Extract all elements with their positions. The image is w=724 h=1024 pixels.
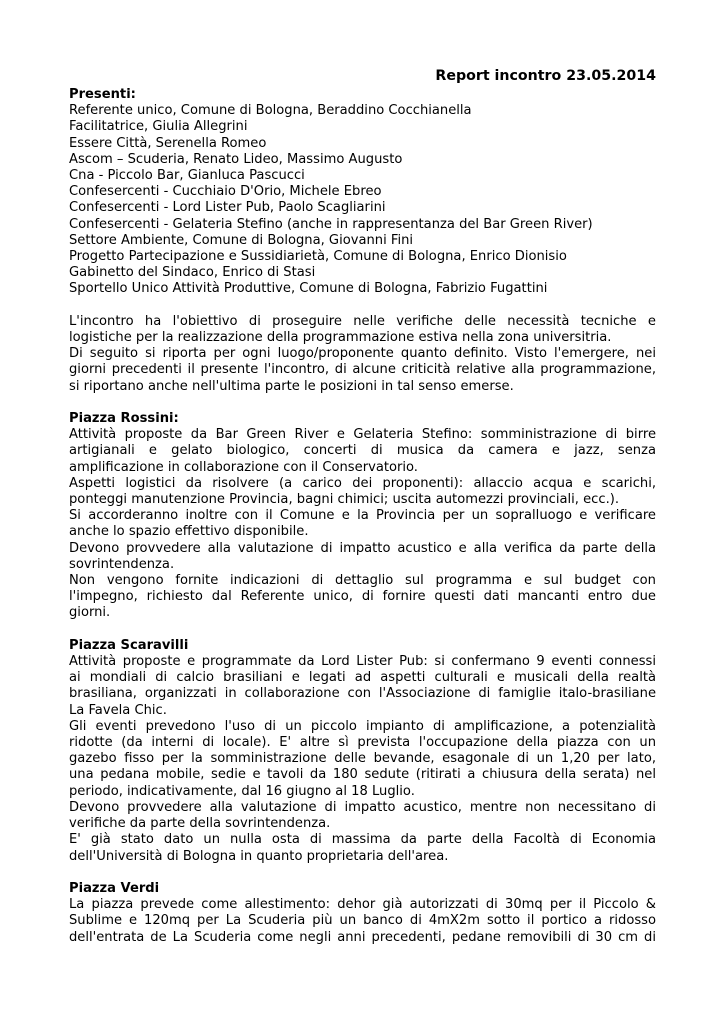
paragraph-line: verifiche da parte della sovrintendenza.	[69, 816, 331, 832]
attendee-item: Confesercenti - Cucchiaio D'Orio, Michele Ebreo	[69, 184, 382, 200]
attendee-item: Ascom – Scuderia, Renato Lideo, Massimo Augusto	[69, 151, 403, 167]
spacer	[69, 395, 656, 411]
paragraph-line: ridotte (da interni di locale). E' altre sì prevista l'occupazione della piazza con un	[69, 735, 656, 751]
paragraph-line: una pedana mobile, sedie e tavoli da 180 sedute (ritirati a chiusura della serata) nel	[69, 767, 656, 783]
attendee-item: Confesercenti - Gelateria Stefino (anche in rappresentanza del Bar Green River)	[69, 216, 593, 232]
paragraph-line: La Favela Chic.	[69, 702, 167, 718]
paragraph-line: anche lo spazio effettivo disponibile.	[69, 524, 309, 540]
paragraph-line: brasiliana, organizzati in collaborazione con l'Associazione di famiglie italo-brasiliane	[69, 686, 656, 702]
paragraph	[69, 573, 656, 622]
paragraph-line: ai mondiali di calcio brasiliani e legati ad aspetti culturali e musicali della realtà	[69, 670, 656, 686]
paragraph-line: giorni precedenti il presente l'incontro, di alcune criticità relative alla programmazione,	[69, 362, 656, 378]
paragraph-line: periodo, indicativamente, dal 16 giugno al 18 Luglio.	[69, 783, 415, 799]
paragraph-line: Di seguito si riporta per ogni luogo/proponente quanto definito. Visto l'emergere, nei	[69, 346, 656, 362]
paragraph	[69, 508, 656, 540]
section-heading: Piazza Rossini:	[69, 411, 179, 427]
paragraph	[69, 897, 656, 946]
paragraph-line: gazebo fisso per la somministrazione delle bevande, esagonale di un 1,20 per lato,	[69, 751, 656, 767]
paragraph-line: amplificazione in collaborazione con il Conservatorio.	[69, 459, 418, 475]
paragraph	[69, 541, 656, 573]
paragraph-line: Sublime e 120mq per La Scuderia più un banco di 4mX2m sotto il portico a ridosso	[69, 913, 656, 929]
attendee-item: Facilitatrice, Giulia Allegrini	[69, 119, 248, 135]
paragraph	[69, 832, 656, 864]
attendee-list	[69, 103, 656, 297]
paragraph-line: Non vengono fornite indicazioni di dettaglio sul programma e sul budget con	[69, 573, 656, 589]
paragraph-line: Devono provvedere alla valutazione di impatto acustico, mentre non necessitano di	[69, 799, 656, 815]
spacer	[69, 865, 656, 881]
spacer	[69, 622, 656, 638]
paragraph	[69, 314, 656, 346]
intro-section	[69, 314, 656, 395]
paragraph-line: L'incontro ha l'obiettivo di proseguire nelle verifiche delle necessità tecniche e	[69, 313, 656, 329]
paragraph-line: dell'Università di Bologna in quanto proprietaria dell'area.	[69, 848, 449, 864]
attendee-item: Essere Città, Serenella Romeo	[69, 135, 267, 151]
paragraph-line: si riportano anche nell'ultima parte le posizioni in tal senso emerse.	[69, 378, 514, 394]
paragraph-line: artigianali e gelato biologico, concerti di musica da camera e jazz, senza	[69, 443, 656, 459]
paragraph	[69, 800, 656, 832]
attendee-item: Progetto Partecipazione e Sussidiarietà, Comune di Bologna, Enrico Dionisio	[69, 249, 567, 265]
section-heading: Piazza Verdi	[69, 880, 160, 896]
paragraph-line: La piazza prevede come allestimento: dehor già autorizzati di 30mq per il Piccolo &	[69, 897, 656, 913]
attendee-item: Gabinetto del Sindaco, Enrico di Stasi	[69, 265, 316, 281]
paragraph-line: logistiche per la realizzazione della programmazione estiva nella zona universitria.	[69, 330, 612, 346]
attendee-item: Cna - Piccolo Bar, Gianluca Pascucci	[69, 168, 305, 184]
paragraph-line: dell'entrata de La Scuderia come negli anni precedenti, pedane removibili di 30 cm di	[69, 929, 656, 945]
attendee-item: Referente unico, Comune di Bologna, Beraddino Cocchianella	[69, 103, 472, 119]
attendee-item: Confesercenti - Lord Lister Pub, Paolo Scagliarini	[69, 200, 386, 216]
spacer	[69, 298, 656, 314]
paragraph-line: l'impegno, richiesto dal Referente unico, di fornire questi dati mancanti entro due	[69, 589, 656, 605]
paragraph-line: E' già stato dato un nulla osta di massima da parte della Facoltà di Economia	[69, 832, 656, 848]
sections-container	[69, 395, 656, 946]
paragraph	[69, 476, 656, 508]
presenti-heading: Presenti:	[69, 87, 136, 102]
paragraph-line: Attività proposte e programmate da Lord Lister Pub: si confermano 9 eventi connessi	[69, 654, 656, 670]
paragraph-line: sovrintendenza.	[69, 556, 175, 572]
paragraph	[69, 719, 656, 800]
section-heading: Piazza Scaravilli	[69, 637, 189, 653]
paragraph-line: ponteggi manutenzione Provincia, bagni chimici; uscita automezzi provinciali, ecc.).	[69, 492, 620, 508]
attendee-item: Sportello Unico Attività Produttive, Comune di Bologna, Fabrizio Fugattini	[69, 281, 548, 297]
attendee-item: Settore Ambiente, Comune di Bologna, Giovanni Fini	[69, 232, 414, 248]
paragraph	[69, 427, 656, 476]
report-title: Report incontro 23.05.2014	[435, 68, 656, 84]
paragraph-line: Aspetti logistici da risolvere (a carico dei proponenti): allaccio acqua e scarichi,	[69, 475, 656, 491]
paragraph	[69, 654, 656, 719]
paragraph	[69, 346, 656, 395]
paragraph-line: Attività proposte da Bar Green River e Gelateria Stefino: somministrazione di birre	[69, 427, 656, 443]
document-page	[69, 66, 656, 946]
paragraph-line: Devono provvedere alla valutazione di impatto acustico e alla verifica da parte della	[69, 540, 656, 556]
paragraph-line: Si accorderanno inoltre con il Comune e la Provincia per un sopralluogo e verificare	[69, 508, 656, 524]
paragraph-line: giorni.	[69, 605, 111, 621]
paragraph-line: Gli eventi prevedono l'uso di un piccolo impianto di amplificazione, a potenzialità	[69, 718, 656, 734]
